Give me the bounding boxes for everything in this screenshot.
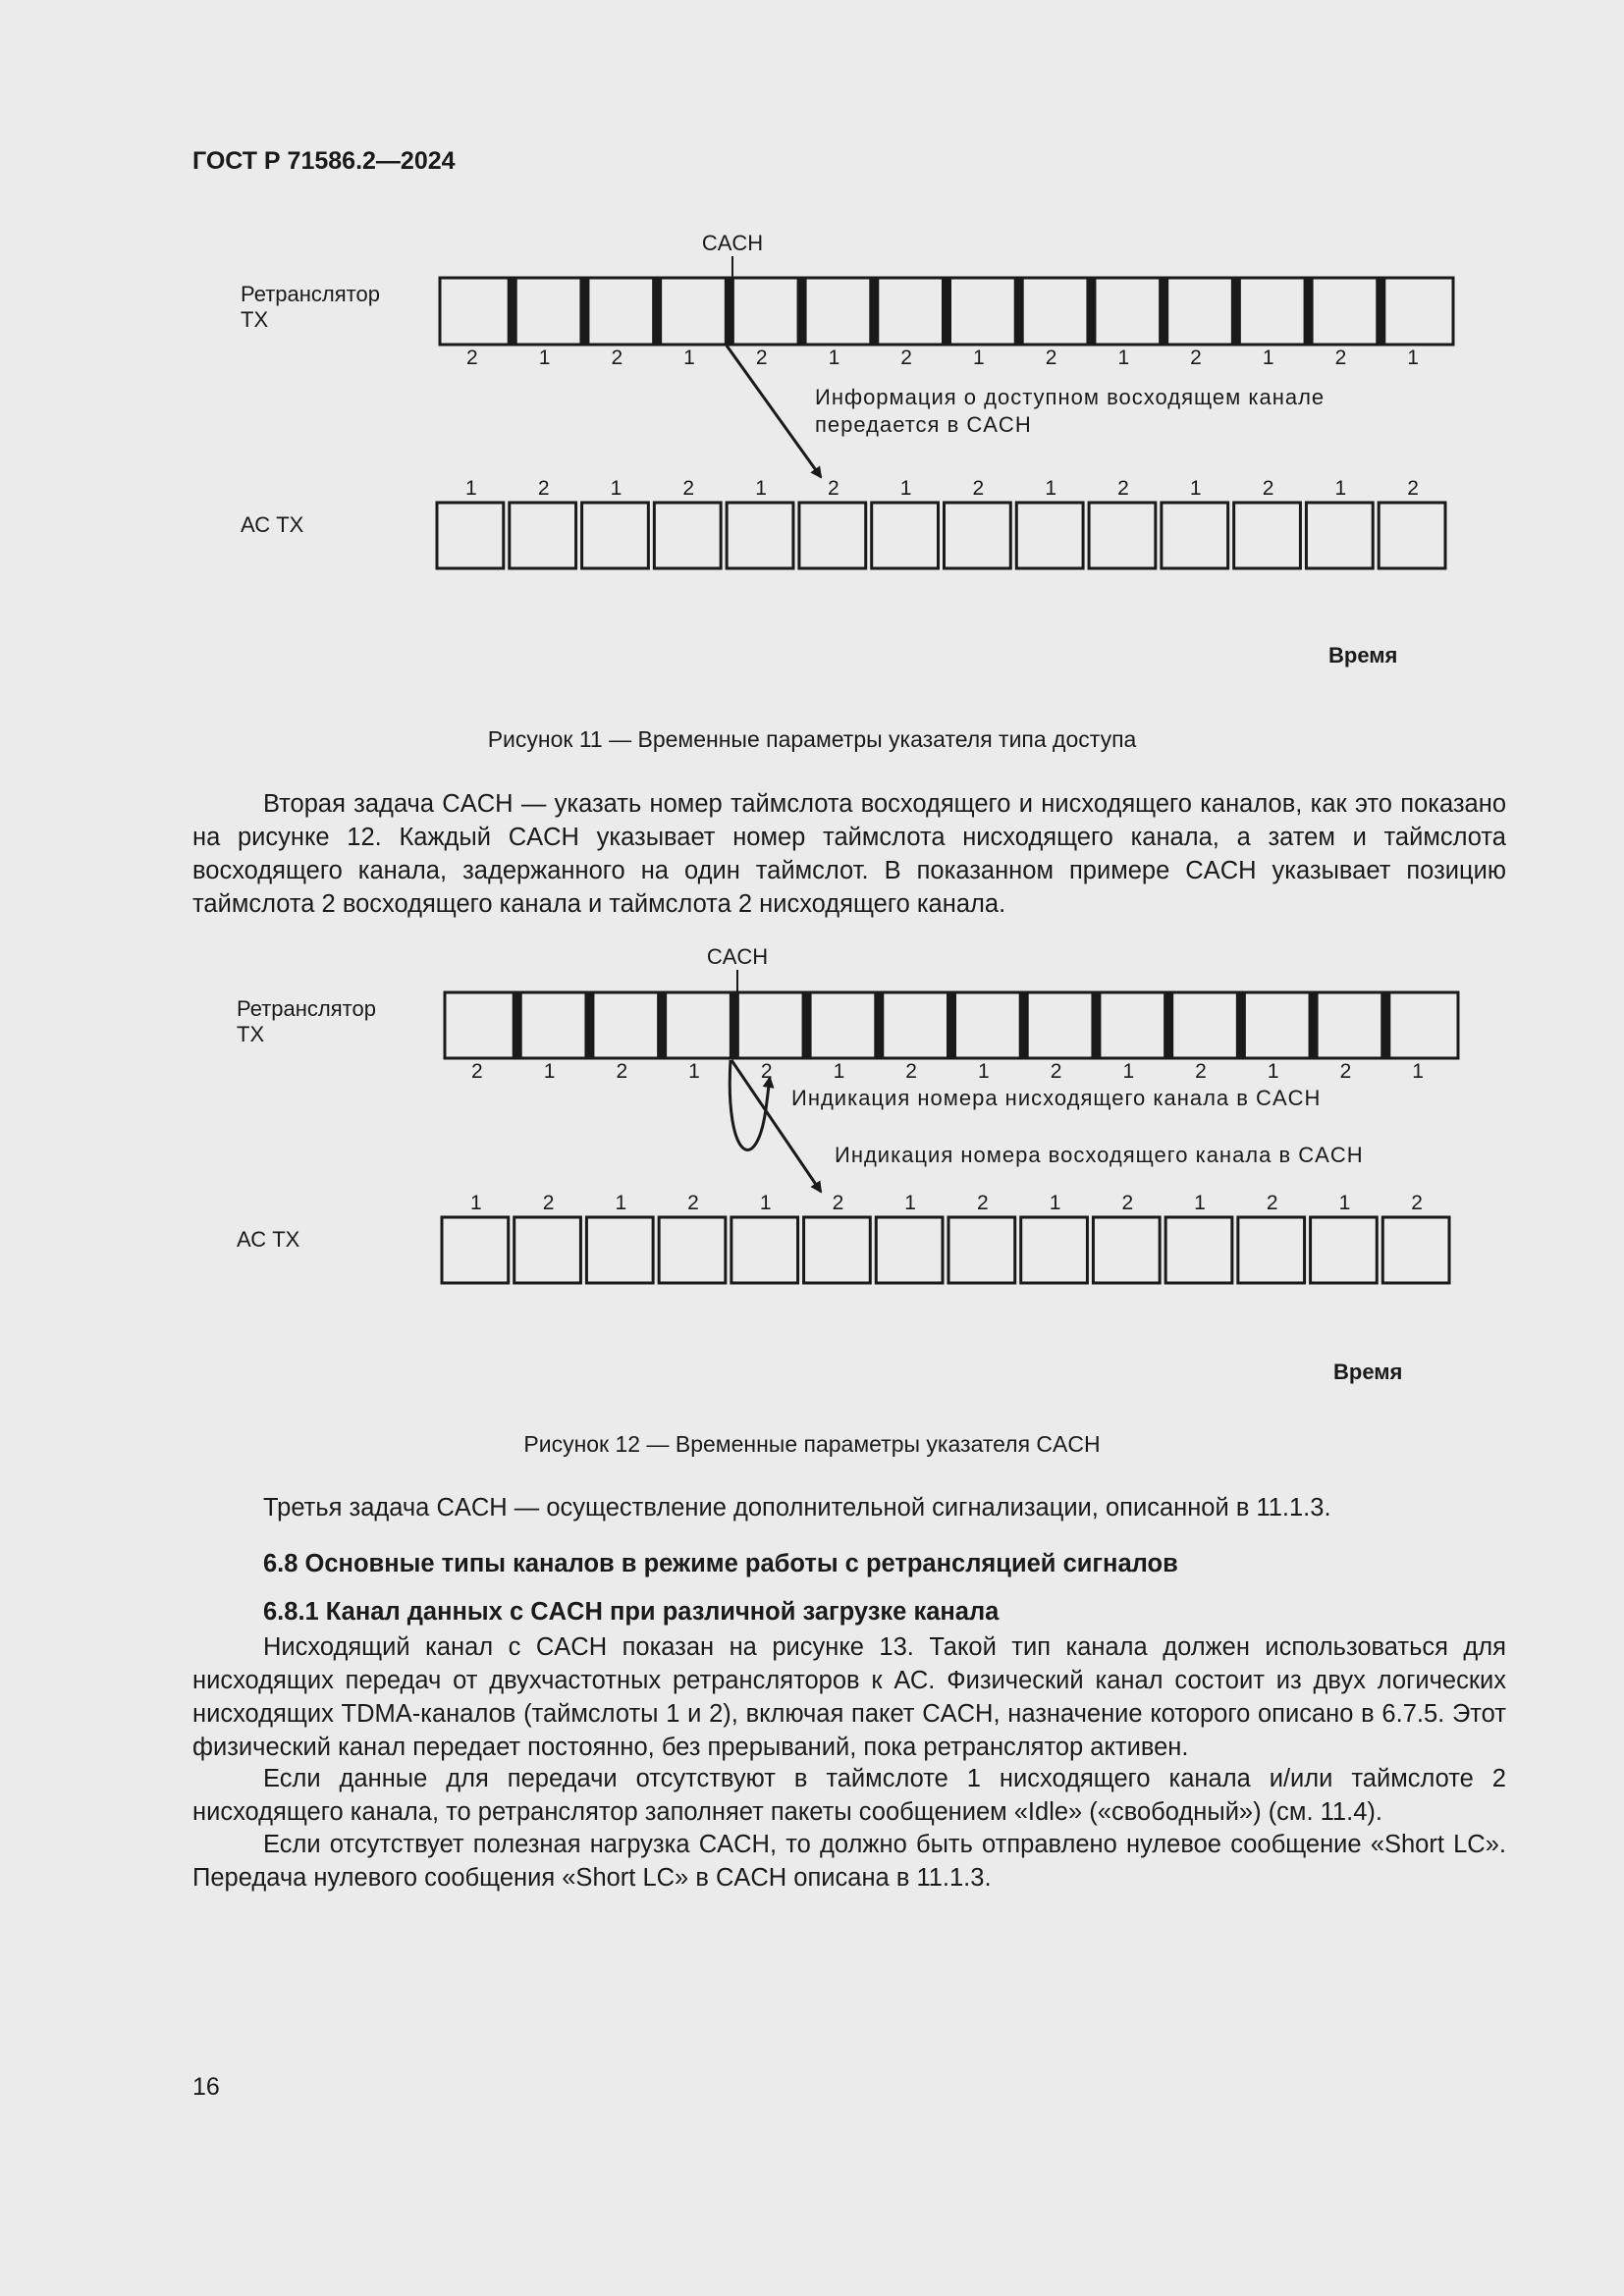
ms-slot-number: 2 [827, 477, 839, 500]
cach-burst-block [579, 278, 589, 345]
ms-slot-box [1021, 1217, 1088, 1283]
ms-tx-label: АС ТХ [237, 1227, 300, 1252]
ms-slot-number: 1 [1194, 1192, 1206, 1214]
ms-slot-number: 2 [972, 477, 985, 500]
cach-burst-block [725, 278, 734, 345]
repeater-slot-number: 2 [1339, 1060, 1352, 1083]
repeater-slot-number: 1 [828, 347, 840, 369]
cach-burst-block [508, 278, 517, 345]
ms-slot-box [510, 503, 576, 568]
ms-slot-box [727, 503, 793, 568]
repeater-slot-number: 2 [1334, 347, 1347, 369]
repeater-slot-number: 2 [471, 1060, 483, 1083]
ms-slot-box [654, 503, 721, 568]
cach-burst-block [869, 278, 879, 345]
annotation-downlink-indication: Индикация номера нисходящего канала в CACH [791, 1086, 1322, 1110]
repeater-slot-number: 1 [1267, 1060, 1279, 1083]
ms-slot-box [1165, 1217, 1232, 1283]
paragraph-idle-fill: Если данные для передачи отсутствуют в таймслоте 1 нисходящего канала и/или таймслоте 2 нисходящего канала, то ретранслятор заполняет пакеты сообщением «Idle» («свободный») (см. 11.4). [192, 1765, 1506, 1826]
time-label: Время [1333, 1360, 1403, 1384]
repeater-slot-number: 1 [973, 347, 985, 369]
ms-slot-box [1238, 1217, 1305, 1283]
repeater-slot-number: 1 [683, 347, 695, 369]
annotation-uplink-info: передается в CACH [815, 412, 1032, 437]
cach-burst-block [1380, 992, 1390, 1058]
cach-burst-block [797, 278, 807, 345]
ms-slot-box [1306, 503, 1373, 568]
ms-slot-number: 1 [904, 1192, 916, 1214]
ms-slot-number: 1 [1334, 477, 1347, 500]
ms-slot-number: 1 [1045, 477, 1057, 500]
repeater-slot-number: 2 [1195, 1060, 1207, 1083]
cach-burst-block [652, 278, 662, 345]
ms-slot-box [1311, 1217, 1378, 1283]
ms-slot-box [1382, 1217, 1449, 1283]
time-label: Время [1328, 643, 1398, 667]
cach-burst-block [1014, 278, 1024, 345]
cach-burst-block [1086, 278, 1096, 345]
repeater-slot-number: 2 [900, 347, 912, 369]
cach-label: CACH [706, 944, 769, 969]
ms-slot-number: 2 [682, 477, 695, 500]
ms-slot-box [804, 1217, 871, 1283]
cach-burst-block [1309, 992, 1319, 1058]
section-heading-6-8-1: 6.8.1 Канал данных с CACH при различной загрузке канала [263, 1598, 1000, 1626]
cach-label: CACH [701, 231, 764, 255]
ms-slot-box [1162, 503, 1228, 568]
ms-slot-number: 2 [1411, 1192, 1423, 1214]
repeater-slot-number: 1 [1407, 347, 1419, 369]
ms-slot-box [1379, 503, 1445, 568]
ms-slot-box [948, 1217, 1015, 1283]
repeater-slot-number: 1 [538, 347, 551, 369]
ms-slot-number: 2 [542, 1192, 555, 1214]
ms-slot-box [1016, 503, 1083, 568]
cach-burst-block [947, 992, 956, 1058]
repeater-tx-label: TX [241, 307, 269, 332]
repeater-slot-number: 2 [1190, 347, 1202, 369]
ms-slot-box [437, 503, 504, 568]
ms-slot-number: 1 [899, 477, 912, 500]
ms-slot-box [1234, 503, 1301, 568]
cach-burst-block [513, 992, 522, 1058]
repeater-slot-number: 2 [466, 347, 478, 369]
repeater-slot-number: 2 [611, 347, 623, 369]
ms-slot-box [1089, 503, 1156, 568]
repeater-slot-number: 1 [1262, 347, 1274, 369]
repeater-slot-number: 1 [543, 1060, 556, 1083]
annotation-uplink-info: Информация о доступном восходящем канале [815, 385, 1326, 409]
ms-slot-box [945, 503, 1011, 568]
repeater-slot-number: 2 [755, 347, 768, 369]
repeater-slot-number: 2 [616, 1060, 628, 1083]
repeater-tx-label: TX [237, 1022, 265, 1046]
ms-slot-number: 2 [977, 1192, 989, 1214]
ms-slot-number: 1 [610, 477, 623, 500]
cach-burst-block [1091, 992, 1101, 1058]
cach-burst-block [1304, 278, 1314, 345]
repeater-slot-number: 1 [978, 1060, 990, 1083]
cach-burst-block [1019, 992, 1029, 1058]
ms-slot-box [1093, 1217, 1160, 1283]
repeater-slot-number: 1 [1412, 1060, 1424, 1083]
ms-slot-number: 2 [687, 1192, 699, 1214]
ms-slot-number: 1 [759, 1192, 772, 1214]
ms-slot-number: 1 [755, 477, 767, 500]
ms-slot-number: 2 [1407, 477, 1419, 500]
cach-burst-block [1376, 278, 1385, 345]
ms-slot-box [582, 503, 649, 568]
uplink-indication-arrow [731, 1060, 821, 1192]
paragraph-second-task: Вторая задача CACH — указать номер таймслота восходящего и нисходящего каналов, как это показано на рисунке 12. Каждый CACH указывает номер таймслота нисходящего канала, а затем и таймслота восходящего канала, задержанного на один таймслот. В показанном примере CACH указывает позицию таймслота 2 восходящего канала и таймслота 2 нисходящего канала. [192, 790, 1506, 918]
cach-burst-block [1164, 992, 1173, 1058]
cach-burst-block [1231, 278, 1241, 345]
ms-slot-number: 2 [1262, 477, 1274, 500]
repeater-slot-number: 1 [688, 1060, 700, 1083]
annotation-uplink-indication: Индикация номера восходящего канала в CACH [835, 1143, 1364, 1167]
ms-slot-number: 1 [470, 1192, 482, 1214]
ms-slot-number: 2 [1117, 477, 1129, 500]
ms-slot-box [872, 503, 939, 568]
cach-burst-block [1159, 278, 1168, 345]
ms-slot-number: 1 [1049, 1192, 1061, 1214]
repeater-slot-number: 2 [905, 1060, 917, 1083]
ms-slot-box [731, 1217, 798, 1283]
ms-slot-number: 1 [615, 1192, 627, 1214]
cach-burst-block [657, 992, 667, 1058]
ms-slot-number: 2 [1266, 1192, 1278, 1214]
ms-slot-box [799, 503, 866, 568]
ms-tx-label: АС ТХ [241, 512, 304, 537]
paragraph-short-lc: Если отсутствует полезная нагрузка CACH, то должно быть отправлено нулевое сообщение «Short LC». Передача нулевого сообщения «Short LC» в CACH описана в 11.1.3. [192, 1831, 1506, 1892]
ms-slot-box [442, 1217, 509, 1283]
repeater-slot-number: 1 [1122, 1060, 1135, 1083]
ms-slot-number: 2 [1121, 1192, 1134, 1214]
ms-slot-box [876, 1217, 943, 1283]
cach-burst-block [730, 992, 739, 1058]
ms-slot-number: 2 [832, 1192, 844, 1214]
figure-12-caption: Рисунок 12 — Временные параметры указателя CACH [523, 1431, 1101, 1457]
document-header: ГОСТ Р 71586.2—2024 [192, 147, 456, 175]
cach-burst-block [584, 992, 594, 1058]
repeater-slot-number: 1 [1117, 347, 1130, 369]
repeater-tx-label: Ретранслятор [241, 282, 380, 306]
paragraph-third-task: Третья задача CACH — осуществление дополнительной сигнализации, описанной в 11.1.3. [263, 1494, 1331, 1522]
repeater-slot-number: 2 [760, 1060, 773, 1083]
repeater-tx-label: Ретранслятор [237, 996, 376, 1021]
figure-11-caption: Рисунок 11 — Временные параметры указателя типа доступа [487, 726, 1137, 752]
paragraph-downlink-channel: Нисходящий канал с CACH показан на рисунке 13. Такой тип канала должен использоваться для нисходящих передач от двухчастотных ретрансляторов к АС. Физический канал состоит из двух логических нисходящих TDMA-каналов (таймслоты 1 и 2), включая пакет CACH, назначение которого описано в 6.7.5. Этот физический канал передает постоянно, без прерываний, пока ретранслятор активен. [192, 1633, 1506, 1761]
section-heading-6-8: 6.8 Основные типы каналов в режиме работы с ретрансляцией сигналов [263, 1550, 1178, 1577]
ms-slot-number: 1 [465, 477, 477, 500]
ms-slot-number: 1 [1338, 1192, 1351, 1214]
cach-burst-block [1236, 992, 1246, 1058]
ms-slot-box [586, 1217, 653, 1283]
repeater-slot-number: 2 [1050, 1060, 1062, 1083]
cach-burst-block [874, 992, 884, 1058]
ms-slot-number: 1 [1189, 477, 1202, 500]
cach-burst-block [942, 278, 951, 345]
page-number: 16 [192, 2073, 220, 2101]
repeater-slot-number: 1 [833, 1060, 845, 1083]
ms-slot-box [659, 1217, 726, 1283]
cach-burst-block [802, 992, 812, 1058]
ms-slot-number: 2 [537, 477, 550, 500]
cach-to-uplink-arrow [727, 346, 821, 477]
repeater-slot-number: 2 [1045, 347, 1057, 369]
ms-slot-box [514, 1217, 581, 1283]
